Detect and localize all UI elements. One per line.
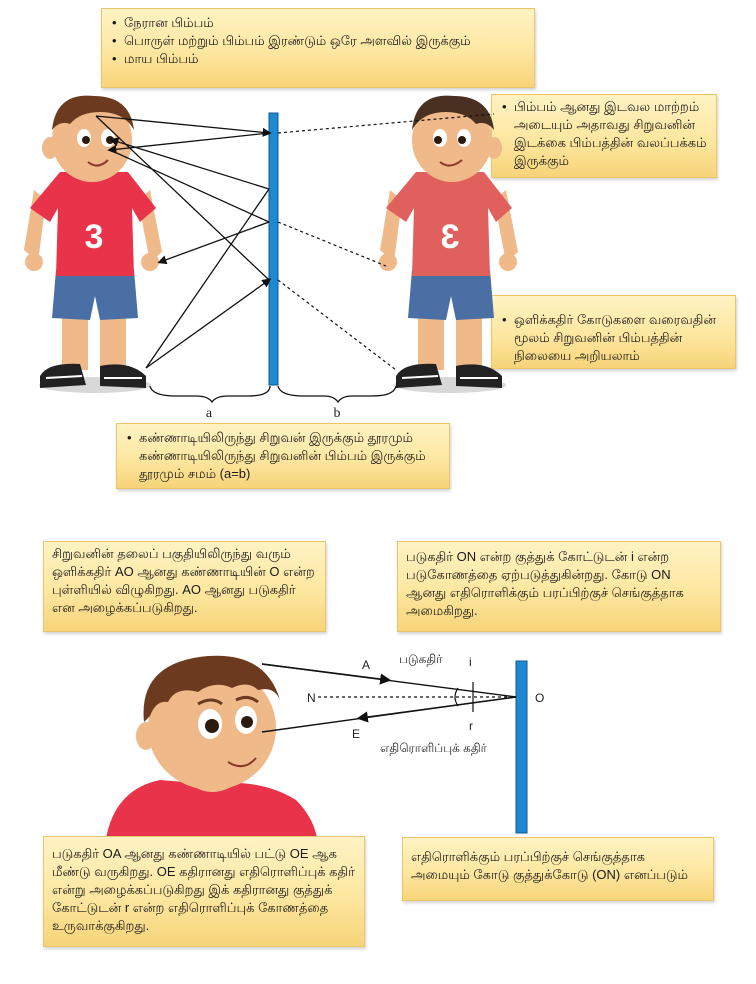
reflected-ray-label: எதிரொளிப்புக் கதிர் xyxy=(380,741,487,755)
note-item: • பிம்பம் ஆனது இடவல மாற்றம் அடையும் அதாவது சிறுவனின் இடக்கை பிம்பத்தின் வலப்பக்கம் இருக்கும் xyxy=(512,98,708,170)
point-e-label: E xyxy=(352,727,361,741)
boy-closeup xyxy=(105,656,318,845)
point-n-label: N xyxy=(307,691,316,705)
angle-r-label: r xyxy=(469,719,473,733)
reflected-ray-note: படுகதிர் OA ஆனது கண்ணாடியில் பட்டு OE ஆக மீண்டு வருகிறது. OE கதிரானது எதிரொளிப்புக் கதிர் என்று அழைக்கப்படுகிறது இக் கதிரானது குத்துக் கோட்டுடன் r என்ற எதிரொளிப்புக் கோணத்தை உருவாக்குகிறது. xyxy=(43,836,365,947)
note-item: • பொருள் மற்றும் பிம்பம் இரண்டும் ஒரே அளவில் இருக்கும் xyxy=(122,32,526,50)
label-b: b xyxy=(333,406,341,421)
note-item: • நேரான பிம்பம் xyxy=(122,14,526,32)
incident-ray-label: படுகதிர் xyxy=(399,652,443,666)
shirt-number: 3 xyxy=(84,218,104,256)
normal-definition-note: எதிரொளிக்கும் பரப்பிற்குச் செங்குத்தாக அமையும் கோடு குத்துக்கோடு (ON) எனப்படும் xyxy=(402,837,714,901)
shirt-number-mirrored: 3 xyxy=(440,218,460,256)
point-a-label: A xyxy=(362,658,371,672)
note-item: • மாய பிம்பம் xyxy=(122,50,526,68)
note-item: • கண்ணாடியிலிருந்து சிறுவன் இருக்கும் தூரமும் கண்ணாடியிலிருந்து சிறுவனின் பிம்பம் இருக்கும் தூரமும் சமம் (a=b) xyxy=(137,429,441,483)
angle-i-label: i xyxy=(469,655,472,669)
normal-line-note: படுகதிர் ON என்ற குத்துக் கோட்டுடன் i என்ற படுகோணத்தை ஏற்படுத்துகின்றது. கோடு ON ஆனது எதிரொளிக்கும் பரப்பிற்குச் செங்குத்தாக அமைகிறது. xyxy=(397,541,721,632)
incident-ray-note: சிறுவனின் தலைப் பகுதியிலிருந்து வரும் ஒளிக்கதிர் AO ஆனது கண்ணாடியின் O என்ற புள்ளியில் விழுகிறது. AO ஆனது படுகதிர் என அழைக்கப்படுகிறது. xyxy=(43,541,326,632)
label-a: a xyxy=(205,406,213,421)
point-o-label: O xyxy=(535,691,545,705)
note-item: • ஒளிக்கதிர் கோடுகளை வரைவதின் மூலம் சிறுவனின் பிம்பத்தின் நிலையை அறியலாம் xyxy=(512,311,727,365)
reflection-mirror xyxy=(516,661,527,833)
